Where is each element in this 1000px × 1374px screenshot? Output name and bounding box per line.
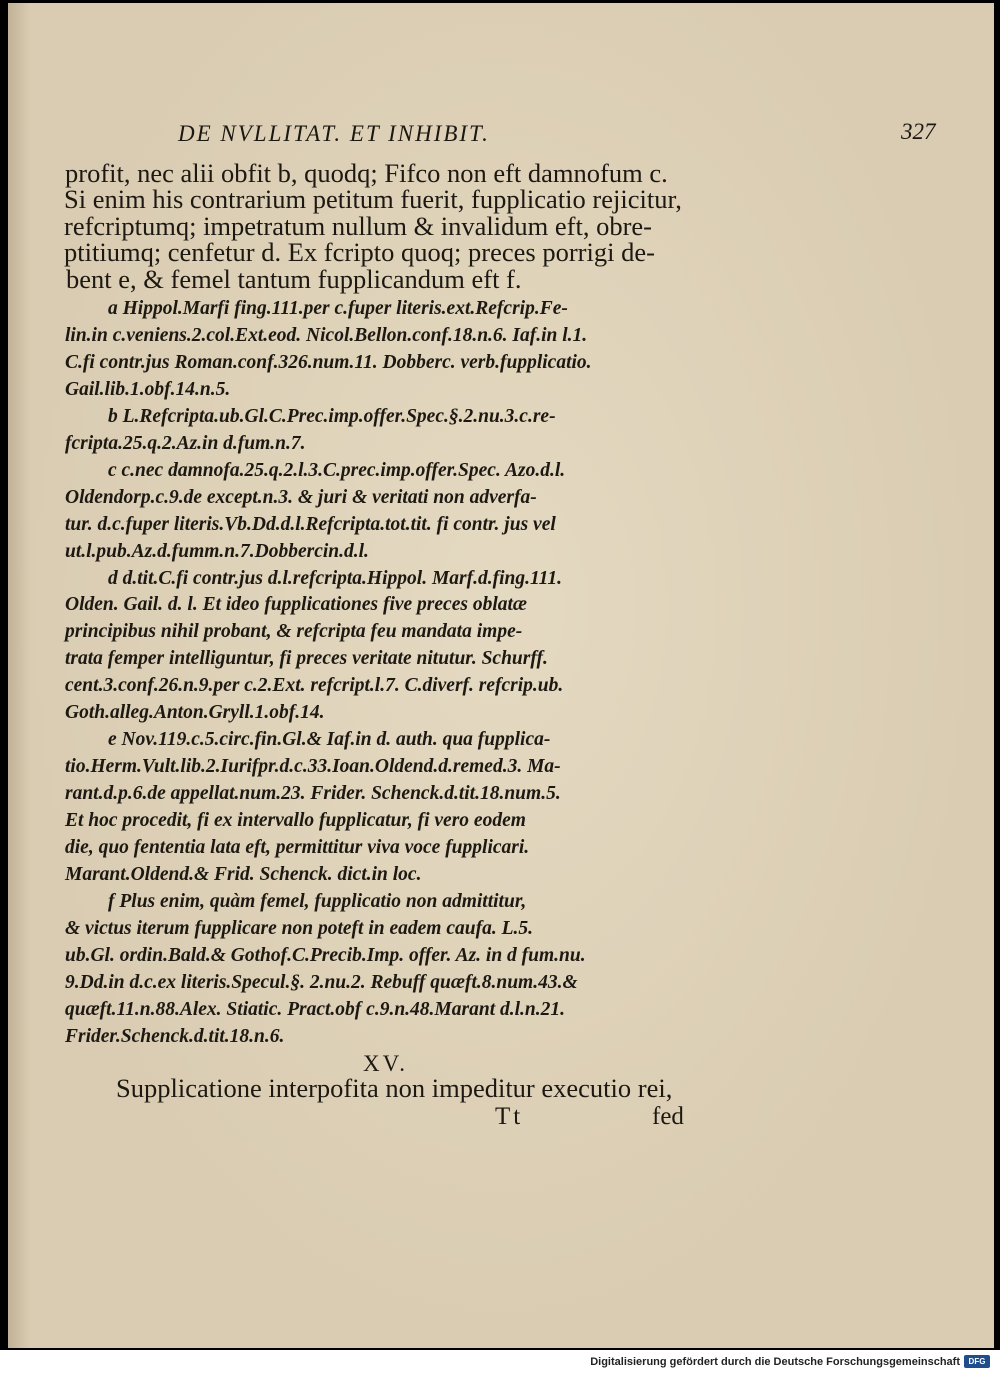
footnote-line: & victus iterum fupplicare non poteft in eadem caufa. L.5. (65, 918, 533, 939)
text-line: Si enim his contrarium petitum fuerit, fupplicatio rejicitur, (64, 184, 682, 214)
footnote-line: rant.d.p.6.de appellat.num.23. Frider. Schenck.d.tit.18.num.5. (65, 783, 561, 804)
footnote-line: cent.3.conf.26.n.9.per c.2.Ext. refcript.l.7. C.diverf. refcrip.ub. (65, 675, 564, 696)
text-line: Supplicatione interpofita non impeditur executio rei, (116, 1073, 673, 1103)
footnote-line: trata femper intelliguntur, fi preces veritate nitutur. Schurff. (65, 648, 548, 669)
footer-bar (0, 1350, 1000, 1374)
footnote-line: Gail.lib.1.obf.14.n.5. (65, 379, 231, 400)
footnote-line: Marant.Oldend.& Frid. Schenck. dict.in loc. (65, 864, 422, 885)
footnote-line: die, quo fententia lata eft, permittitur viva voce fupplicari. (65, 837, 530, 858)
footnote-line: b L.Refcripta.ub.Gl.C.Prec.imp.offer.Spec.§.2.nu.3.c.re- (108, 406, 556, 427)
footnote-line: ub.Gl. ordin.Bald.& Gothof.C.Precib.Imp. offer. Az. in d fum.nu. (65, 945, 586, 966)
footnote-line: tur. d.c.fuper literis.Vb.Dd.d.l.Refcripta.tot.tit. fi contr. jus vel (65, 514, 556, 535)
footnote-line: quæft.11.n.88.Alex. Stiatic. Pract.obf c.9.n.48.Marant d.l.n.21. (65, 999, 566, 1020)
footnote-line: Et hoc procedit, fi ex intervallo fupplicatur, fi vero eodem (65, 810, 526, 831)
footnote-line: c c.nec damnofa.25.q.2.l.3.C.prec.imp.offer.Spec. Azo.d.l. (108, 460, 566, 481)
catchword: fed (652, 1103, 684, 1130)
footnote-line: 9.Dd.in d.c.ex literis.Specul.§. 2.nu.2. Rebuff quæft.8.num.43.& (65, 972, 578, 993)
footnote-line: fcripta.25.q.2.Az.in d.fum.n.7. (65, 433, 306, 454)
footnote-line: Olden. Gail. d. l. Et ideo fupplicationes five preces oblatæ (65, 594, 527, 615)
text-line: profit, nec alii obfit b, quodq; Fifco non eft damnofum c. (65, 158, 668, 188)
footnote-line: principibus nihil probant, & refcripta feu mandata impe- (65, 621, 523, 642)
footnote-line: Oldendorp.c.9.de except.n.3. & juri & veritati non adverfa- (65, 487, 537, 508)
footnote-line: Goth.alleg.Anton.Gryll.1.obf.14. (65, 702, 325, 723)
footnote-line: C.fi contr.jus Roman.conf.326.num.11. Dobberc. verb.fupplicatio. (65, 352, 592, 373)
digitization-credit: Digitalisierung gefördert durch die Deutsche Forschungsgemeinschaft (590, 1356, 960, 1368)
footnote-line: Frider.Schenck.d.tit.18.n.6. (65, 1026, 285, 1047)
book-page (8, 3, 994, 1348)
footnote-line: tio.Herm.Vult.lib.2.Iurifpr.d.c.33.Ioan.Oldend.d.remed.3. Ma- (65, 756, 561, 777)
footnote-line: f Plus enim, quàm femel, fupplicatio non admittitur, (108, 891, 527, 912)
running-title: DE NVLLITAT. ET INHIBIT. (178, 121, 490, 146)
page-number: 327 (901, 119, 936, 144)
footnote-line: e Nov.119.c.5.circ.fin.Gl.& Iaf.in d. auth. qua fupplica- (108, 729, 551, 750)
text-line: refcriptumq; impetratum nullum & invalidum eft, obre- (64, 211, 653, 241)
dfg-logo-icon: DFG (964, 1355, 990, 1368)
signature-mark: Tt (495, 1103, 524, 1130)
section-number: XV. (363, 1051, 409, 1076)
footnote-line: lin.in c.veniens.2.col.Ext.eod. Nicol.Bellon.conf.18.n.6. Iaf.in l.1. (65, 325, 588, 346)
footnote-line: ut.l.pub.Az.d.fumm.n.7.Dobbercin.d.l. (65, 541, 369, 562)
text-line: bent e, & femel tantum fupplicandum eft f. (66, 264, 522, 294)
text-line: ptitiumq; cenfetur d. Ex fcripto quoq; preces porrigi de- (64, 237, 655, 267)
footnote-line: d d.tit.C.fi contr.jus d.l.refcripta.Hippol. Marf.d.fing.111. (108, 568, 562, 589)
footnote-line: a Hippol.Marfi fing.111.per c.fuper literis.ext.Refcrip.Fe- (108, 298, 568, 319)
